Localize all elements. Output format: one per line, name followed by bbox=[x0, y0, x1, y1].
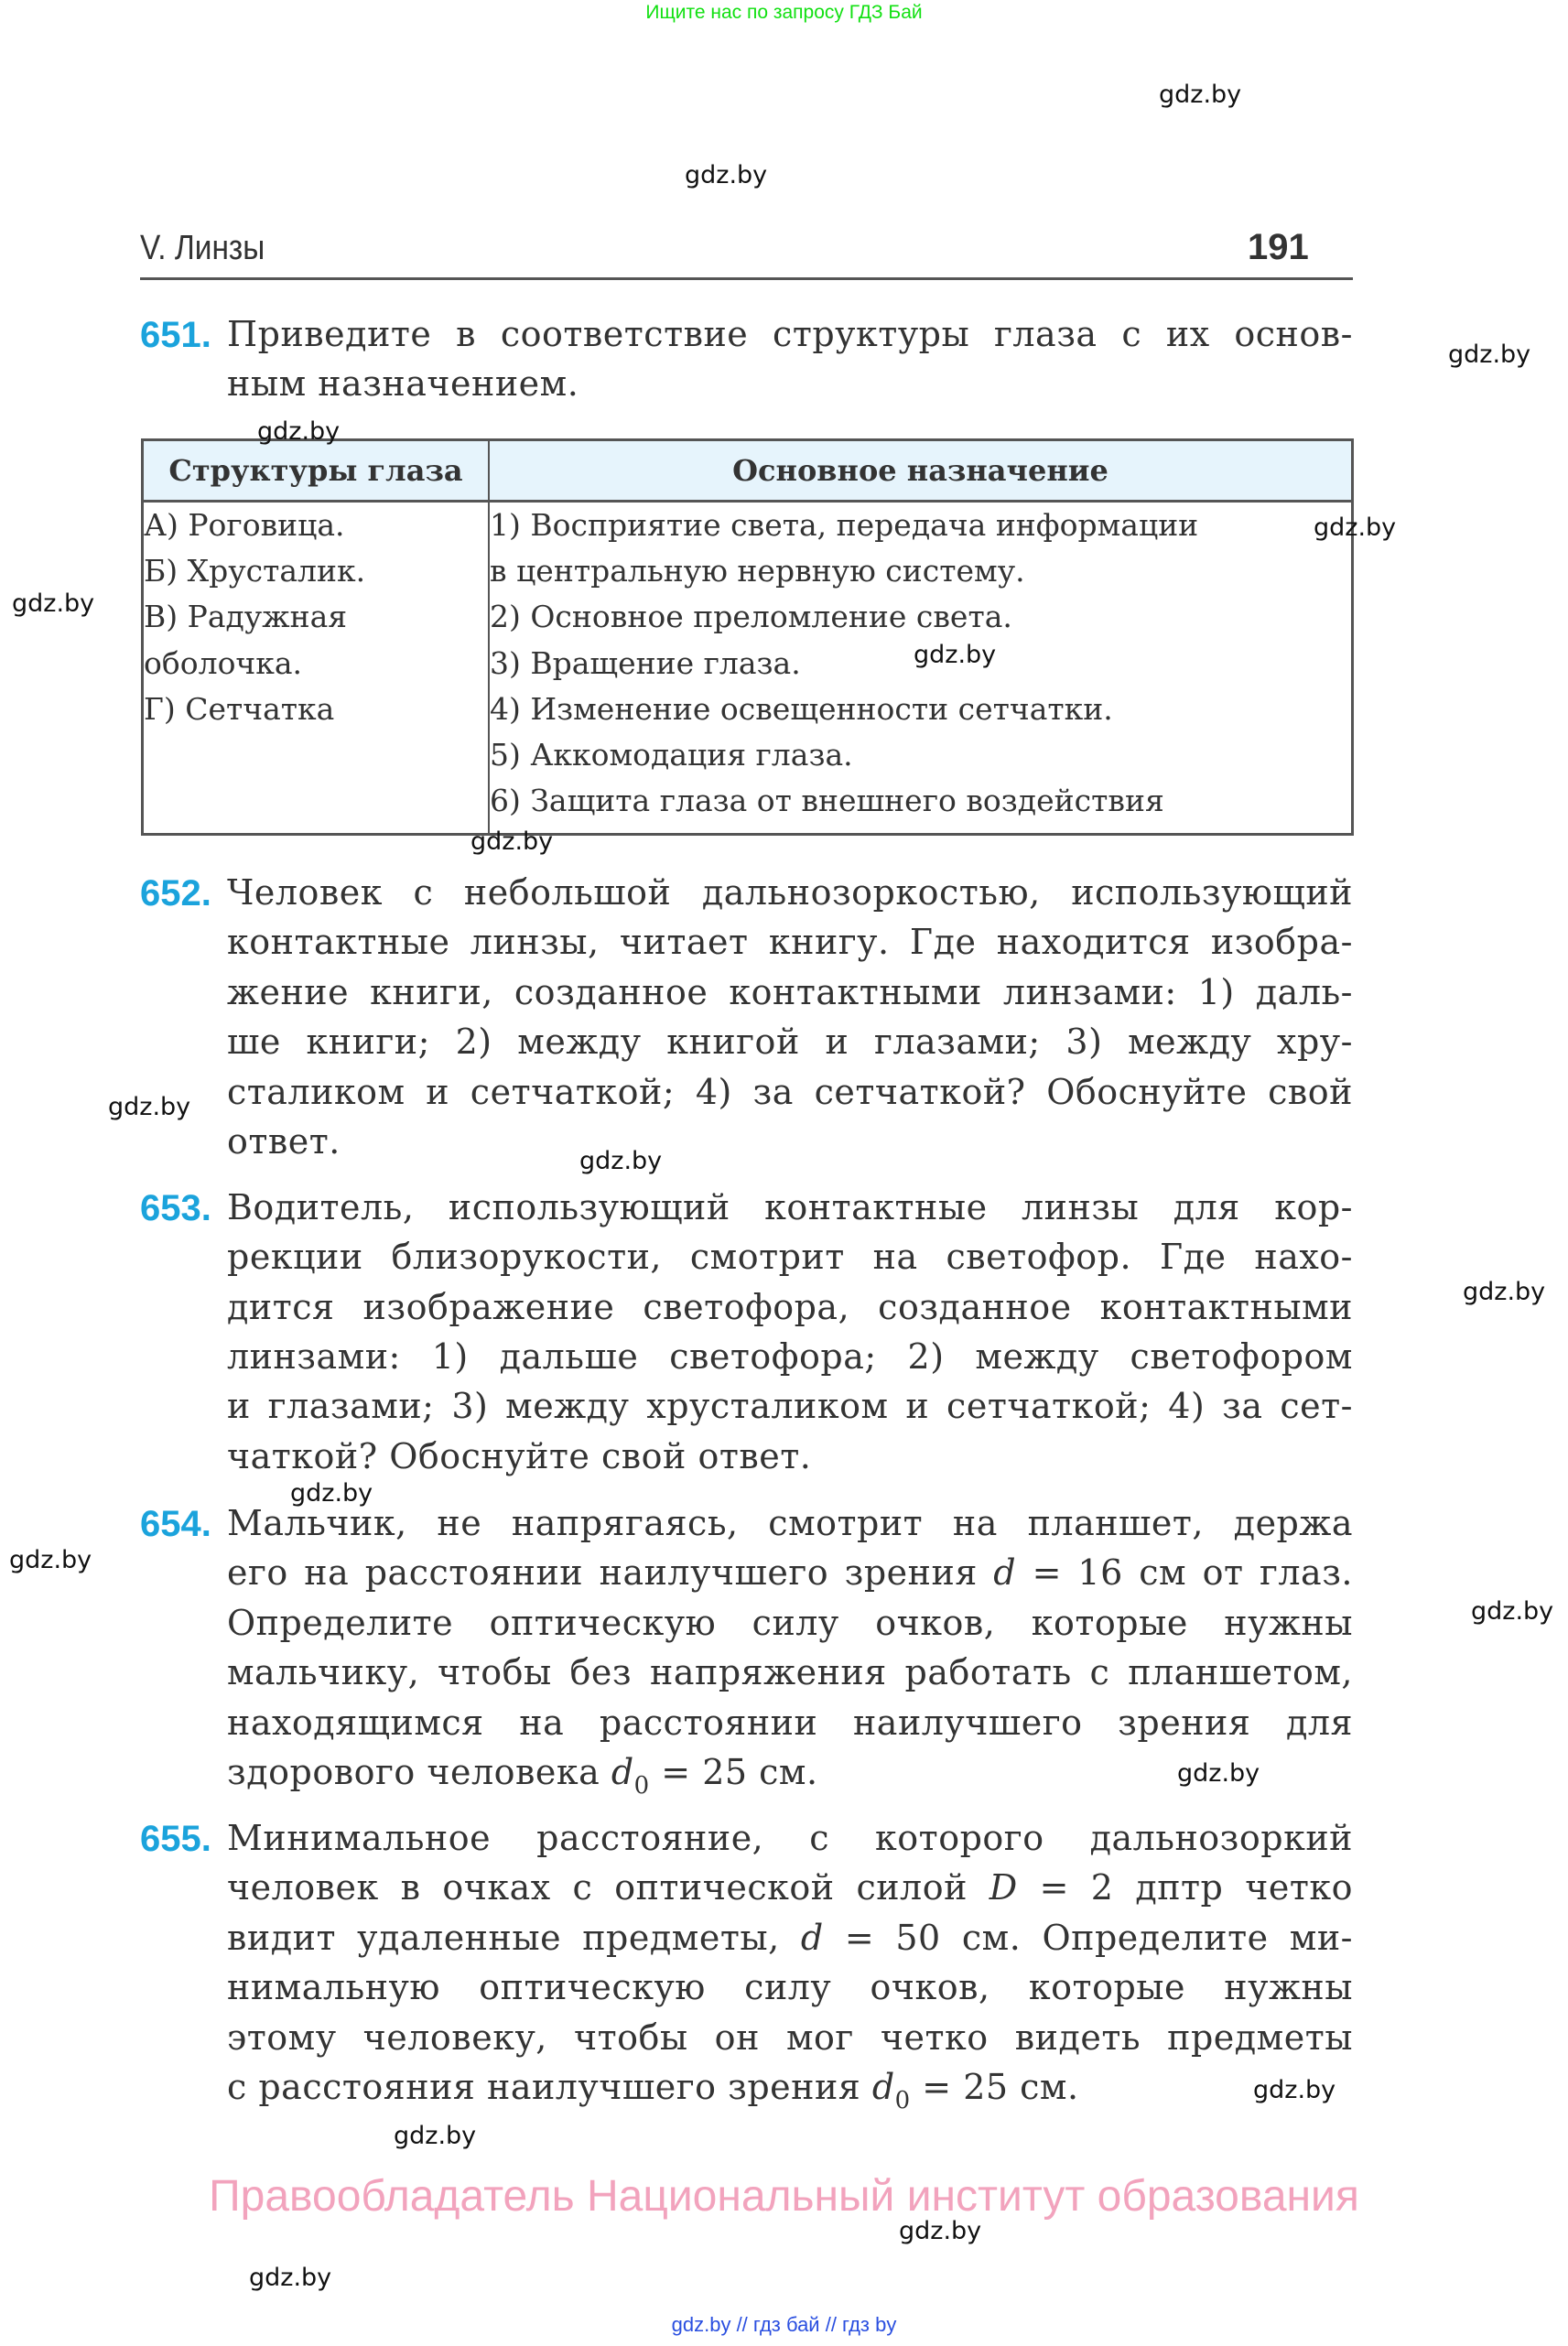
problem-651-line: Приведите в соответствие структуры глаза с их основ- bbox=[227, 314, 1353, 354]
watermark: gdz.by bbox=[12, 589, 95, 618]
problem-654-line: мальчику, чтобы без напряжения работать с планшетом, bbox=[227, 1652, 1353, 1692]
watermark: gdz.by bbox=[249, 2264, 332, 2292]
function-item: 2) Основное преломление света. bbox=[490, 599, 1012, 635]
problem-655-line: видит удаленные предметы, d = 50 см. Определите ми- bbox=[227, 1918, 1354, 1958]
function-item: 6) Защита глаза от внешнего воздействия bbox=[490, 783, 1164, 819]
footer-links[interactable]: gdz.by // гдз бай // гдз by bbox=[671, 2313, 897, 2336]
header-rule bbox=[140, 277, 1353, 280]
watermark: gdz.by bbox=[290, 1479, 373, 1508]
watermark: gdz.by bbox=[1314, 514, 1397, 542]
function-item: 4) Изменение освещенности сетчатки. bbox=[490, 690, 1113, 727]
structure-item: Б) Хрусталик. bbox=[144, 553, 366, 589]
problem-652-line: ответ. bbox=[227, 1121, 341, 1162]
problem-654-line: Определите оптическую силу очков, которые нужны bbox=[227, 1603, 1353, 1643]
problem-653-line: Водитель, использующий контактные линзы для кор- bbox=[227, 1187, 1353, 1227]
watermark: gdz.by bbox=[899, 2217, 982, 2245]
watermark: gdz.by bbox=[108, 1093, 191, 1121]
function-item: 1) Восприятие света, передача информации bbox=[490, 507, 1199, 543]
problem-number-655: 655. bbox=[140, 1819, 211, 1859]
watermark: gdz.by bbox=[914, 641, 997, 669]
problem-number-652: 652. bbox=[140, 873, 211, 914]
column-header-function: Основное назначение bbox=[489, 440, 1353, 502]
problem-653-line: дится изображение светофора, созданное контактными bbox=[227, 1287, 1353, 1327]
watermark: gdz.by bbox=[579, 1147, 663, 1175]
page-number: 191 bbox=[1248, 227, 1309, 267]
structure-item: В) Радужная bbox=[144, 599, 348, 635]
column-header-structures: Структуры глаза bbox=[143, 440, 490, 502]
problem-655-line: нимальную оптическую силу очков, которые нужны bbox=[227, 1967, 1353, 2007]
problem-653-line: линзами: 1) дальше светофора; 2) между светофором bbox=[227, 1336, 1353, 1377]
problem-653-line: чаткой? Обоснуйте свой ответ. bbox=[227, 1436, 812, 1476]
running-head-section: V. Линзы bbox=[140, 229, 265, 267]
watermark: gdz.by bbox=[1471, 1597, 1554, 1626]
problem-number-651: 651. bbox=[140, 315, 211, 355]
watermark: gdz.by bbox=[1159, 81, 1242, 109]
structure-item: А) Роговица. bbox=[144, 507, 345, 543]
structures-cell bbox=[143, 502, 490, 835]
watermark: gdz.by bbox=[1448, 341, 1531, 369]
watermark: gdz.by bbox=[394, 2122, 477, 2150]
eye-structures-table bbox=[141, 438, 1354, 836]
problem-654-line: Мальчик, не напрягаясь, смотрит на планшет, держа bbox=[227, 1503, 1353, 1543]
problem-number-654: 654. bbox=[140, 1504, 211, 1544]
problem-655-line: с расстояния наилучшего зрения $d_0 = 25$ см. bbox=[227, 2067, 1079, 2114]
watermark: gdz.by bbox=[685, 161, 768, 189]
watermark: gdz.by bbox=[9, 1546, 92, 1574]
problem-654-line: находящимся на расстоянии наилучшего зрения для bbox=[227, 1703, 1353, 1743]
structure-item: Г) Сетчатка bbox=[144, 690, 335, 727]
problem-654-line: здорового человека $d_0 = 25$ см. bbox=[227, 1752, 818, 1800]
problem-655-line: Минимальное расстояние, с которого дальнозоркий bbox=[227, 1818, 1353, 1858]
table-row bbox=[143, 502, 1353, 835]
problem-651-line: ным назначением. bbox=[227, 363, 579, 404]
problem-652-line: ше книги; 2) между книгой и глазами; 3) между хру- bbox=[227, 1022, 1353, 1062]
problem-652-line: сталиком и сетчаткой; 4) за сетчаткой? Обоснуйте свой bbox=[227, 1072, 1353, 1112]
table-header-row bbox=[143, 440, 1353, 502]
problem-652-line: Человек с небольшой дальнозоркостью, использующий bbox=[227, 872, 1353, 913]
watermark: gdz.by bbox=[1253, 2076, 1336, 2104]
watermark: gdz.by bbox=[1177, 1759, 1260, 1788]
problem-652-line: контактные линзы, читает книгу. Где находится изобра- bbox=[227, 922, 1353, 962]
problem-number-653: 653. bbox=[140, 1188, 211, 1228]
problem-655-line: человек в очках с оптической силой D = 2 дптр четко bbox=[227, 1867, 1354, 1908]
watermark: gdz.by bbox=[257, 417, 341, 446]
problem-655-line: этому человеку, чтобы он мог четко видеть предметы bbox=[227, 2017, 1353, 2058]
search-banner[interactable]: Ищите нас по запросу ГДЗ Бай bbox=[645, 2, 923, 23]
copyright-notice: Правообладатель Национальный институт образования bbox=[209, 2172, 1359, 2221]
problem-653-line: и глазами; 3) между хрусталиком и сетчаткой; 4) за сет- bbox=[227, 1386, 1353, 1426]
problem-652-line: жение книги, созданное контактными линзами: 1) даль- bbox=[227, 972, 1353, 1012]
watermark: gdz.by bbox=[1463, 1278, 1546, 1306]
structure-item: оболочка. bbox=[144, 644, 303, 681]
watermark: gdz.by bbox=[470, 827, 554, 856]
problem-654-line: его на расстоянии наилучшего зрения d = 16 см от глаз. bbox=[227, 1552, 1353, 1593]
function-item: 3) Вращение глаза. bbox=[490, 644, 801, 681]
function-item: 5) Аккомодация глаза. bbox=[490, 736, 853, 773]
problem-653-line: рекции близорукости, смотрит на светофор. Где нахо- bbox=[227, 1237, 1353, 1277]
function-item: в центральную нервную систему. bbox=[490, 553, 1025, 589]
